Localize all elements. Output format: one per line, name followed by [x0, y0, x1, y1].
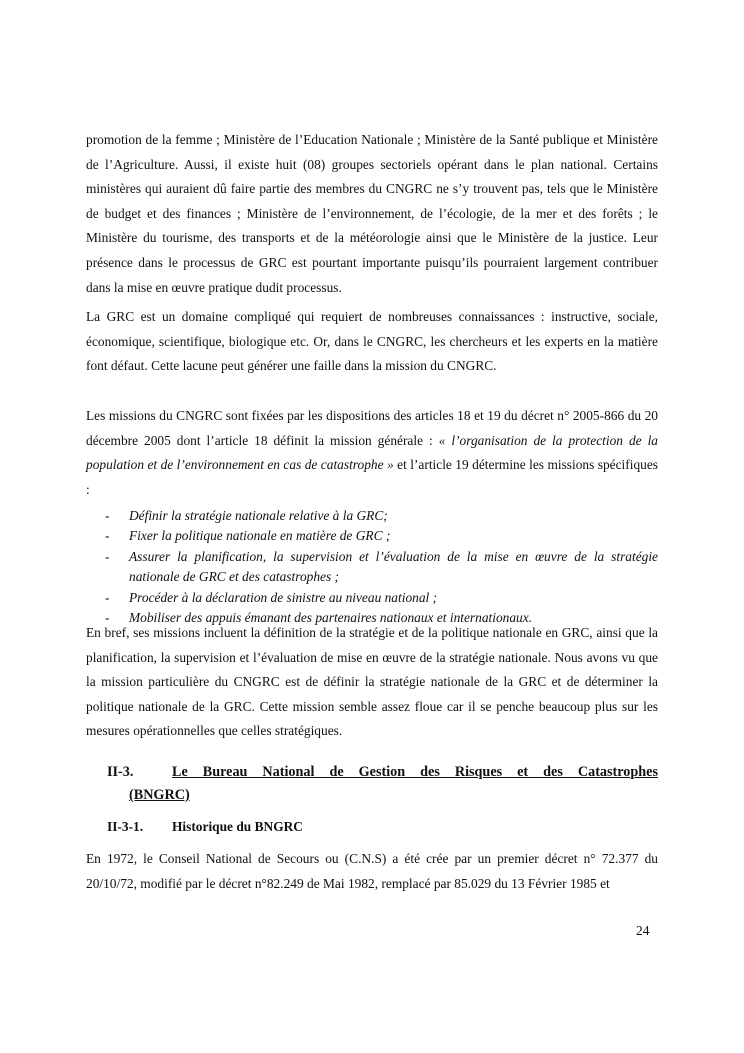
section-heading	[107, 761, 658, 807]
general-mission-quote: « l’organisation de la protection de la population et de l’environnement en cas de catastrophe »	[86, 432, 658, 473]
paragraph-ministries: promotion de la femme ; Ministère de l’Education Nationale ; Ministère de la Santé publique et Ministère de l’Agriculture. Aussi, il existe huit (08) groupes sectoriels opérant dans le plan national. Certains ministères qui auraient dû faire partie des membres du CNGRC ne s’y trouvent pas, tels que le Ministère de budget et des finances ; Ministère de l’environnement, de l’écologie, de la mer et des forêts ; le Ministère du tourisme, des transports et de la météorologie ainsi que le Ministère de la justice. Leur présence dans le processus de GRC est pourtant importante puisqu’ils pourraient largement contribuer dans la mise en œuvre pratique dudit processus.	[86, 132, 658, 295]
paragraph-grc-complexity: La GRC est un domaine compliqué qui requiert de nombreuses connaissances : instructive, sociale, économique, scientifique, biologique etc. Or, dans le CNGRC, les chercheurs et les experts en la matière font défaut. Cette lacune peut générer une faille dans la mission du CNGRC.	[86, 309, 658, 374]
list-item: - Mobiliser des appuis émanant des partenaires nationaux et internationaux.	[86, 608, 658, 628]
paragraph-missions-summary: En bref, ses missions incluent la définition de la stratégie et de la politique nationale en GRC, ainsi que la planification, la supervision et l’évaluation de mise en œuvre de la stratégie nationale. Nous avons vu que la mission particulière du CNGRC est de définir la stratégie nationale de la GRC et de déterminer la politique nationale de la GRC. Cette mission semble assez floue car il se penche beaucoup plus sur les mesures opérationnelles que celles stratégiques.	[86, 625, 658, 739]
section-title-line2: (BNGRC)	[129, 787, 190, 803]
page-number: 24	[636, 923, 650, 938]
specific-missions-list	[86, 506, 658, 628]
section-title-line1: Le Bureau National de Gestion des Risques et des Catastrophes	[172, 764, 658, 780]
section-number: II-3.	[107, 764, 134, 780]
list-item: - Procéder à la déclaration de sinistre au niveau national ;	[86, 588, 658, 608]
missions-intro-end: et l’article 19 détermine les missions spécifiques :	[86, 457, 658, 497]
subsection-number: II-3-1.	[107, 819, 144, 834]
subsection-title: Historique du BNGRC	[172, 819, 303, 834]
list-item: - Définir la stratégie nationale relative à la GRC;	[86, 506, 658, 526]
subsection-heading	[107, 817, 303, 837]
paragraph-missions-intro	[86, 404, 658, 502]
missions-intro-text: Les missions du CNGRC sont fixées par les dispositions des articles 18 et 19 du décret n° 2005-866 du 20 décembre 2005 dont l’article 18 définit la mission générale :	[86, 408, 658, 448]
list-item: - Assurer la planification, la supervision et l’évaluation de la mise en œuvre de la stratégie nationale de GRC et des catastrophes ;	[86, 547, 658, 588]
list-item: - Fixer la politique nationale en matière de GRC ;	[86, 526, 658, 546]
paragraph-history: En 1972, le Conseil National de Secours ou (C.N.S) a été crée par un premier décret n° 72.377 du 20/10/72, modifié par le décret n°82.249 de Mai 1982, remplacé par 85.029 du 13 Février 1985 et	[86, 851, 658, 891]
